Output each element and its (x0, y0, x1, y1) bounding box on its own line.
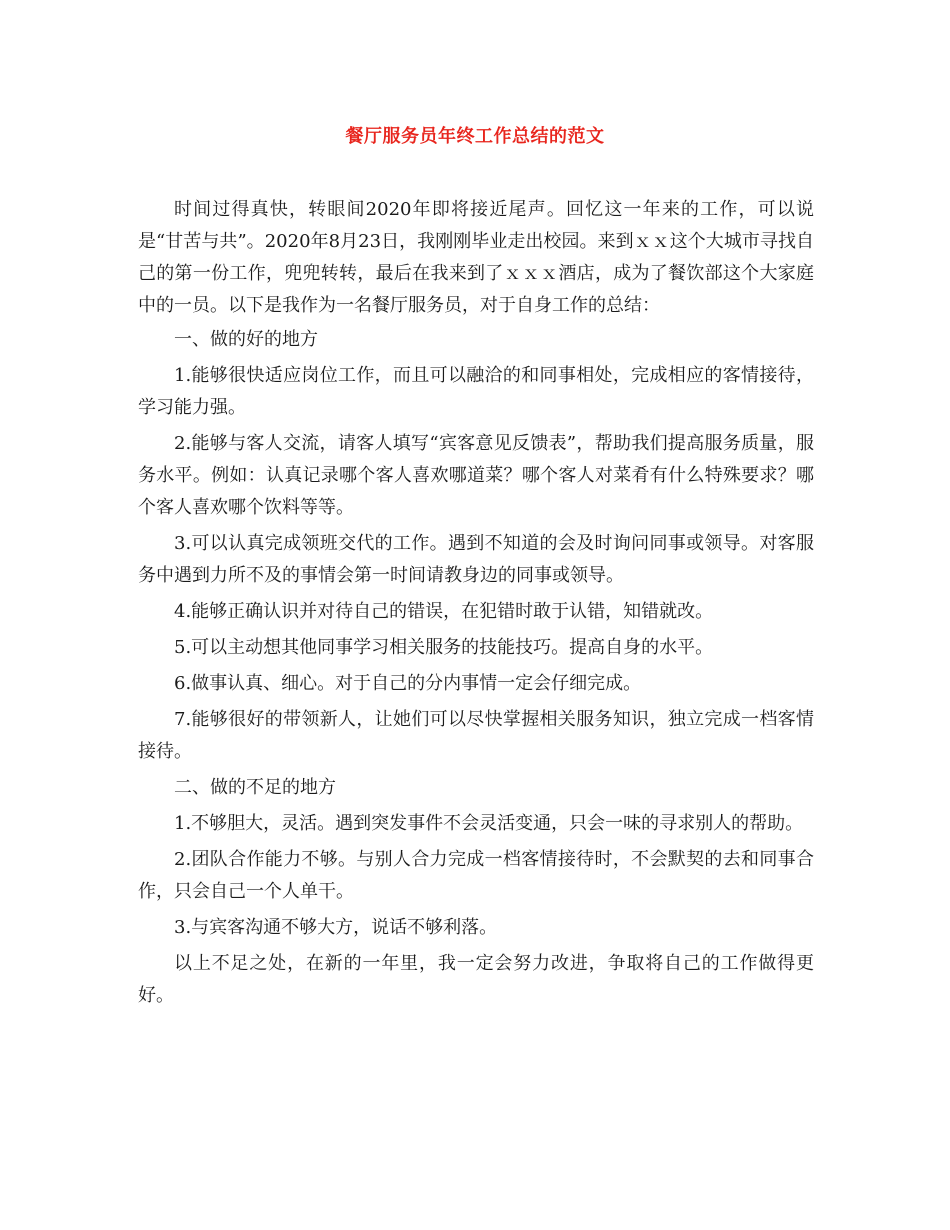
strength-item: 2.能够与客人交流，请客人填写“宾客意见反馈表”，帮助我们提高服务质量，服务水平。例如：认真记录哪个客人喜欢哪道菜？哪个客人对菜肴有什么特殊要求？哪个客人喜欢哪个饮料等等。 (138, 433, 814, 518)
strength-item: 1.能够很快适应岗位工作，而且可以融洽的和同事相处，完成相应的客情接待，学习能力强。 (138, 365, 814, 418)
section-heading-strengths: 一、做的好的地方 (174, 329, 318, 350)
strength-item: 5.可以主动想其他同事学习相关服务的技能技巧。提高自身的水平。 (174, 637, 714, 658)
strength-item: 3.可以认真完成领班交代的工作。遇到不知道的会及时询问同事或领导。对客服务中遇到力所不及的事情会第一时间请教身边的同事或领导。 (138, 533, 814, 586)
strength-item: 6.做事认真、细心。对于自己的分内事情一定会仔细完成。 (174, 673, 642, 694)
document-body (138, 194, 814, 1016)
strength-item: 4.能够正确认识并对待自己的错误，在犯错时敢于认错，知错就改。 (174, 601, 714, 622)
conclusion-paragraph: 以上不足之处，在新的一年里，我一定会努力改进，争取将自己的工作做得更好。 (138, 953, 814, 1006)
weakness-item: 2.团队合作能力不够。与别人合力完成一档客情接待时，不会默契的去和同事合作，只会自己一个人单干。 (138, 849, 814, 902)
document-title: 餐厅服务员年终工作总结的范文 (345, 126, 605, 147)
weakness-item: 3.与宾客沟通不够大方，说话不够利落。 (174, 917, 498, 938)
strength-item: 7.能够很好的带领新人，让她们可以尽快掌握相关服务知识，独立完成一档客情接待。 (138, 709, 814, 762)
intro-paragraph: 时间过得真快，转眼间2020年即将接近尾声。回忆这一年来的工作，可以说是“甘苦与共”。2020年8月23日，我刚刚毕业走出校园。来到ｘｘ这个大城市寻找自己的第一份工作，兜兜转转，最后在我来到了ｘｘｘ酒店，成为了餐饮部这个大家庭中的一员。以下是我作为一名餐厅服务员，对于自身工作的总结： (138, 199, 814, 316)
weakness-item: 1.不够胆大，灵活。遇到突发事件不会灵活变通，只会一味的寻求别人的帮助。 (174, 813, 804, 834)
section-heading-weaknesses: 二、做的不足的地方 (174, 777, 336, 798)
